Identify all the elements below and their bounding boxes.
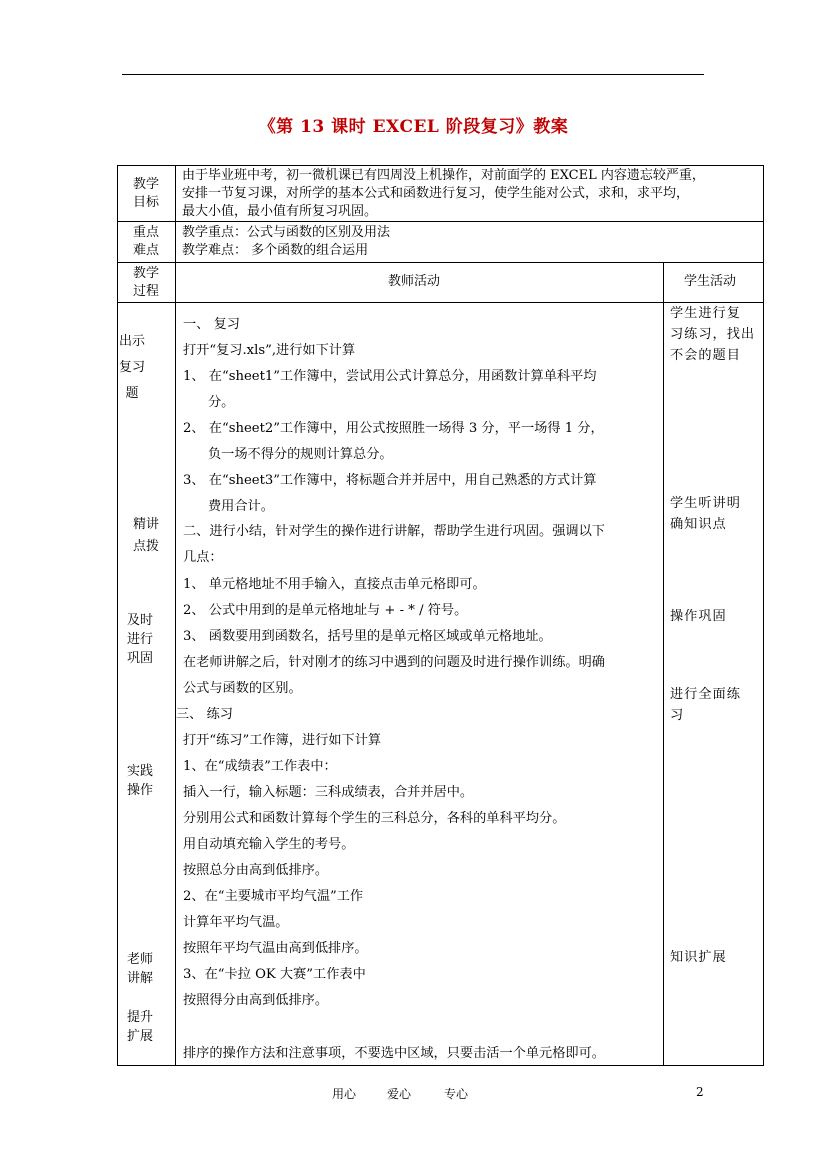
teacher-line: 打开“复习.xls”,进行如下计算 [183, 343, 356, 358]
focus-label-line: 难点 [132, 243, 159, 258]
side-label-explain [117, 514, 175, 558]
side-label-line: 及时 [126, 613, 153, 628]
label-column-divider [175, 165, 176, 1066]
teacher-line: 分别用公式和函数计算每个学生的三科总分，各科的单科平均分。 [183, 811, 566, 826]
page-title: 《第 13 课时 EXCEL 阶段复习》教案 [258, 117, 569, 137]
student-column-divider [663, 262, 664, 1066]
teacher-line: 2、 公式中用到的是单元格地址与 + - * / 符号。 [183, 603, 468, 618]
footer-text-2: 爱心 [387, 1087, 412, 1101]
side-label-consolidate [111, 611, 169, 668]
focus-line: 教学难点： 多个函数的组合运用 [182, 243, 369, 258]
side-label-line: 操作 [126, 783, 153, 798]
teacher-line: 排序的操作方法和注意事项，不要选中区域，只要击活一个单元格即可。 [183, 1046, 605, 1061]
teacher-line: 按照得分由高到低排序。 [183, 993, 329, 1008]
teacher-line: 分。 [208, 395, 235, 410]
teacher-line: 1、 在“sheet1”工作簿中，尝试用公式计算总分，用函数计算单科平均 [183, 369, 597, 384]
teacher-line: 计算年平均气温。 [183, 915, 289, 930]
side-label-line: 复习 [118, 360, 145, 375]
goal-text [182, 167, 705, 221]
teacher-line: 按照年平均气温由高到低排序。 [183, 941, 368, 956]
table-border-top [117, 165, 764, 166]
teacher-line: 在老师讲解之后，针对刚才的练习中遇到的问题及时进行操作训练。明确 [183, 655, 605, 670]
teacher-line: 三、 练习 [176, 707, 233, 722]
teacher-line: 按照总分由高到低排序。 [183, 863, 329, 878]
header-rule [122, 74, 704, 75]
goal-label [117, 176, 175, 212]
side-label-line: 巩固 [126, 651, 153, 666]
side-label-practice [111, 762, 169, 800]
student-note-practice [670, 684, 758, 726]
teacher-line: 3、在“卡拉 OK 大赛”工作表中 [183, 967, 366, 982]
page-number: 2 [696, 1085, 704, 1099]
student-note-consolidate [670, 606, 758, 627]
teacher-line: 用自动填充输入学生的考号。 [183, 837, 355, 852]
student-note-review [670, 303, 758, 366]
goal-line: 由于毕业班中考，初一微机课已有四周没上机操作，对前面学的 EXCEL 内容遗忘较严重， [182, 168, 705, 183]
teacher-line: 负一场不得分的规则计算总分。 [208, 447, 393, 462]
teacher-line: 3、 在“sheet3”工作簿中，将标题合并并居中，用自己熟悉的方式计算 [183, 473, 597, 488]
side-label-line: 老师 [126, 952, 153, 967]
table-border-bottom [117, 1065, 764, 1066]
teacher-line: 插入一行，输入标题：三科成绩表，合并并居中。 [183, 785, 474, 800]
focus-label [117, 224, 175, 260]
student-note-extend [670, 947, 758, 968]
teacher-line: 二、进行小结，针对学生的操作进行讲解，帮助学生进行巩固。强调以下 [183, 524, 605, 539]
goal-line: 最大小值，最小值有所复习巩固。 [182, 204, 378, 219]
goal-label-line: 目标 [132, 195, 159, 210]
teacher-line: 1、在“成绩表”工作表中： [183, 759, 337, 774]
side-label-line: 实践 [126, 764, 153, 779]
row-divider-1 [117, 221, 764, 222]
side-label-line: 出示 [118, 334, 145, 349]
focus-text [182, 224, 390, 260]
student-note-line: 学生听讲明 [670, 496, 741, 511]
goal-line: 安排一节复习课，对所学的基本公式和函数进行复习，使学生能对公式，求和，求平均， [182, 186, 690, 201]
teacher-activity-header: 教师活动 [388, 274, 441, 289]
teacher-line: 费用合计。 [208, 499, 274, 514]
side-label-line: 扩展 [126, 1029, 153, 1044]
row-divider-3 [117, 302, 764, 303]
teacher-line: 2、 在“sheet2”工作簿中，用公式按照胜一场得 3 分，平一场得 1 分， [183, 421, 604, 436]
student-note-line: 学生进行复 [670, 306, 741, 321]
process-label [117, 265, 175, 301]
side-label-teacher-explain [111, 950, 169, 988]
goal-label-line: 教学 [132, 177, 159, 192]
process-label-line: 过程 [132, 284, 159, 299]
student-note-line: 确知识点 [670, 517, 727, 532]
teacher-line: 3、 函数要用到函数名，括号里的是单元格区域或单元格地址。 [183, 629, 552, 644]
teacher-line: 一、 复习 [183, 317, 240, 332]
student-note-line: 操作巩固 [670, 609, 727, 624]
student-note-line: 习练习，找出 [670, 327, 756, 342]
teacher-line: 几点： [183, 550, 223, 565]
student-note-line: 习 [670, 708, 685, 723]
row-divider-2 [117, 262, 764, 263]
footer-text-1: 用心 [332, 1087, 357, 1101]
student-note-explain [670, 493, 758, 535]
side-label-line: 题 [125, 386, 139, 401]
focus-line: 教学重点：公式与函数的区别及用法 [182, 225, 391, 240]
process-label-line: 教学 [132, 266, 159, 281]
focus-label-line: 重点 [132, 225, 159, 240]
side-label-line: 提升 [126, 1010, 153, 1025]
student-activity-header: 学生活动 [684, 274, 737, 289]
teacher-line: 打开“练习”工作簿，进行如下计算 [183, 733, 382, 748]
side-label-extend [111, 1008, 169, 1046]
footer-text-3: 专心 [444, 1087, 469, 1101]
table-border-right [763, 165, 764, 1066]
student-note-line: 不会的题目 [670, 348, 741, 363]
side-label-review [103, 329, 161, 407]
student-note-line: 进行全面练 [670, 687, 741, 702]
side-label-line: 精讲 [132, 517, 159, 532]
teacher-line: 2、在“主要城市平均气温”工作 [183, 889, 364, 904]
student-note-line: 知识扩展 [670, 950, 727, 965]
side-label-line: 讲解 [126, 971, 153, 986]
teacher-line: 1、 单元格地址不用手输入，直接点击单元格即可。 [183, 577, 486, 592]
side-label-line: 进行 [126, 632, 153, 647]
side-label-line: 点拨 [132, 539, 159, 554]
teacher-line: 公式与函数的区别。 [183, 681, 302, 696]
